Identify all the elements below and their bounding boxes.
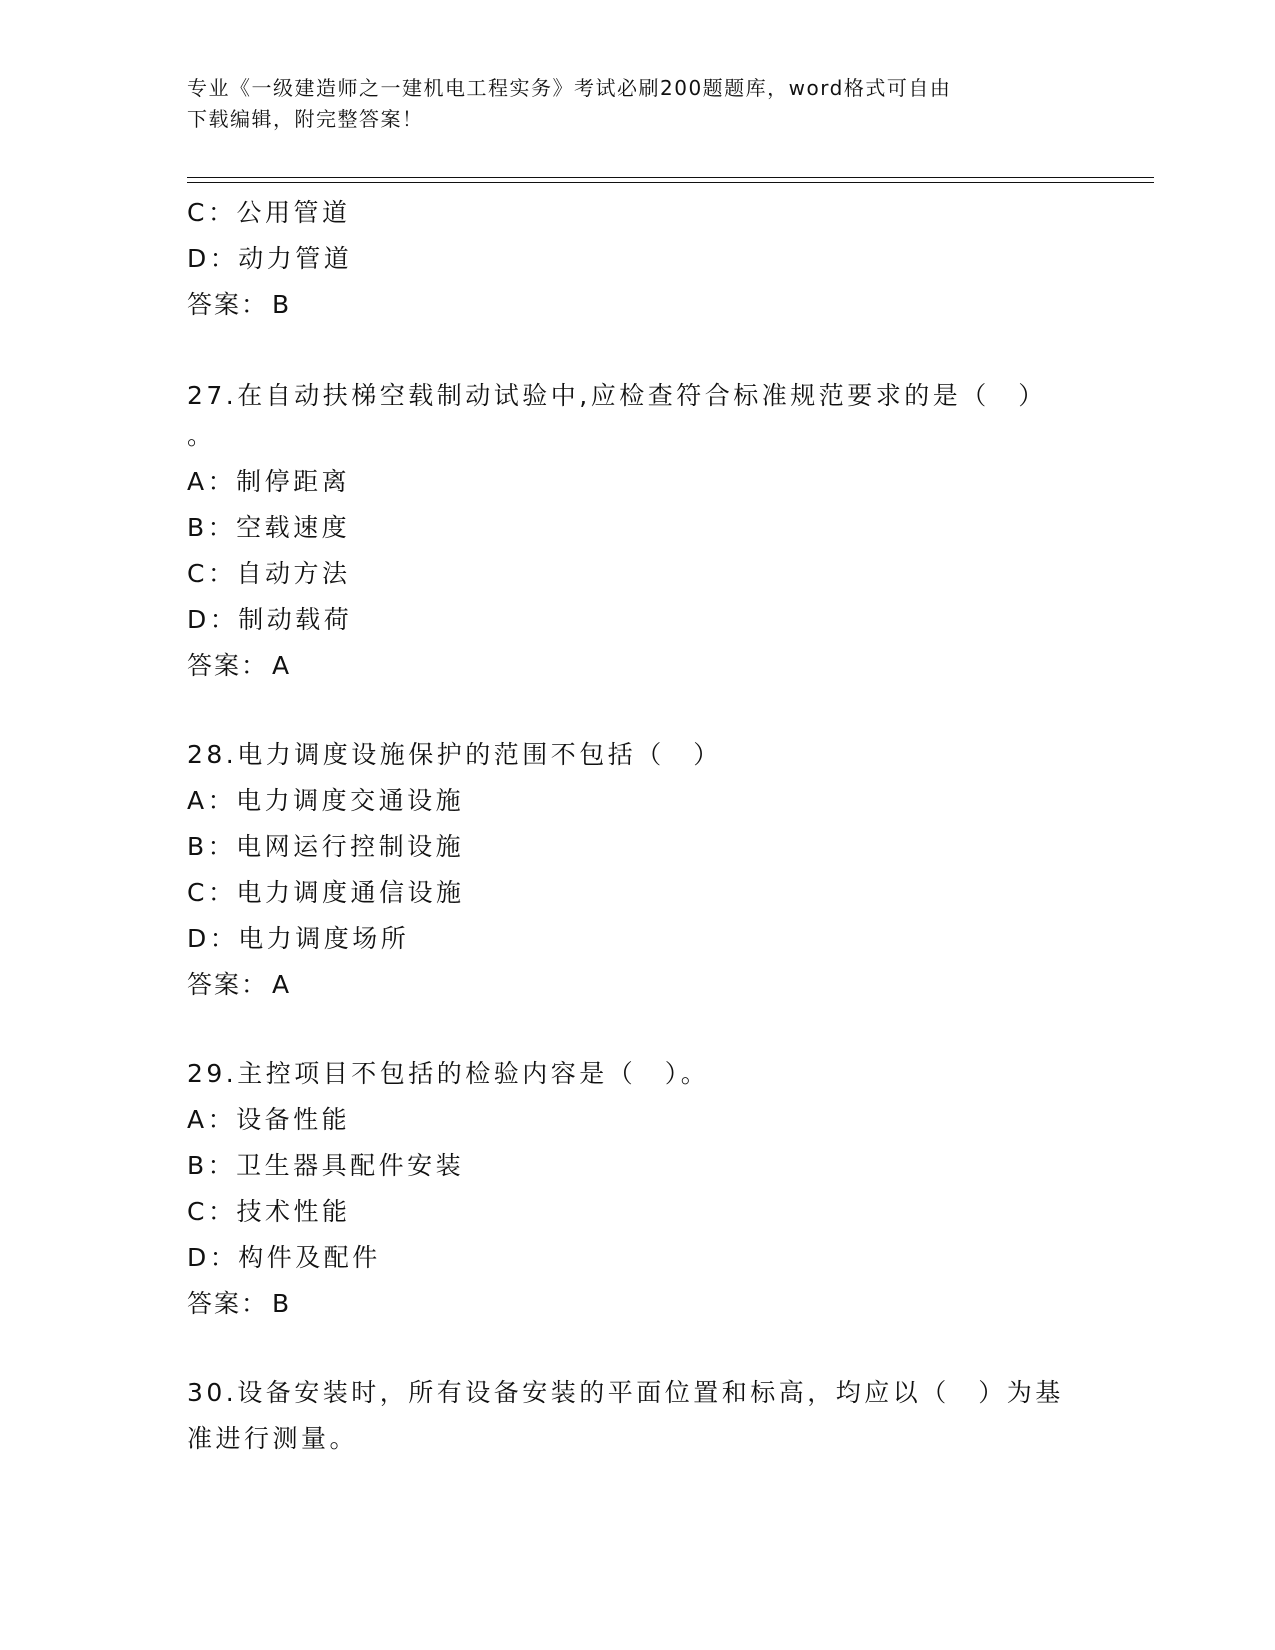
answer-label: 答案： (187, 651, 269, 680)
question-stem: 27.在自动扶梯空载制动试验中,应检查符合标准规范要求的是（ ） (187, 381, 1047, 410)
answer-line (187, 1281, 1087, 1327)
spacer (187, 328, 1087, 373)
option-b: B：电网运行控制设施 (187, 832, 465, 861)
option-a: A：设备性能 (187, 1105, 351, 1134)
answer-line (187, 282, 1087, 328)
answer-label: 答案： (187, 1289, 269, 1318)
option-d: D：构件及配件 (187, 1243, 381, 1272)
option-d: D：电力调度场所 (187, 924, 410, 953)
answer-value: A (272, 970, 292, 999)
answer-line (187, 962, 1087, 1008)
question-list (187, 190, 1087, 1462)
question-stem-continued: 准进行测量。 (187, 1424, 359, 1453)
option-c: C：技术性能 (187, 1197, 351, 1226)
option-b: B：空载速度 (187, 513, 351, 542)
answer-value: B (272, 1289, 292, 1318)
answer-label: 答案： (187, 970, 269, 999)
option-b: B：卫生器具配件安装 (187, 1151, 465, 1180)
option-c: C：电力调度通信设施 (187, 878, 465, 907)
option-c: C：公用管道 (187, 198, 351, 227)
question-stem: 28.电力调度设施保护的范围不包括（ ） (187, 740, 722, 769)
question-stem: 30.设备安装时，所有设备安装的平面位置和标高，均应以（ ）为基 (187, 1378, 1064, 1407)
header-divider-bottom (187, 182, 1154, 183)
spacer (187, 1327, 1087, 1370)
option-c: C：自动方法 (187, 559, 351, 588)
header-divider-top (187, 177, 1154, 178)
question-stem: 29.主控项目不包括的检验内容是（ ）。 (187, 1059, 710, 1088)
header-line-1: 专业《一级建造师之一建机电工程实务》考试必刷200题题库，word格式可自由 (187, 76, 952, 100)
answer-line (187, 643, 1087, 689)
question-stem-continued: 。 (187, 421, 216, 450)
option-d: D：动力管道 (187, 244, 353, 273)
answer-value: A (272, 651, 292, 680)
option-a: A：制停距离 (187, 467, 351, 496)
answer-value: B (272, 290, 292, 319)
header-line-2: 下载编辑，附完整答案！ (187, 107, 424, 131)
answer-label: 答案： (187, 290, 269, 319)
spacer (187, 1008, 1087, 1051)
option-a: A：电力调度交通设施 (187, 786, 465, 815)
page-header (187, 73, 1087, 135)
option-d: D：制动载荷 (187, 605, 353, 634)
spacer (187, 689, 1087, 732)
